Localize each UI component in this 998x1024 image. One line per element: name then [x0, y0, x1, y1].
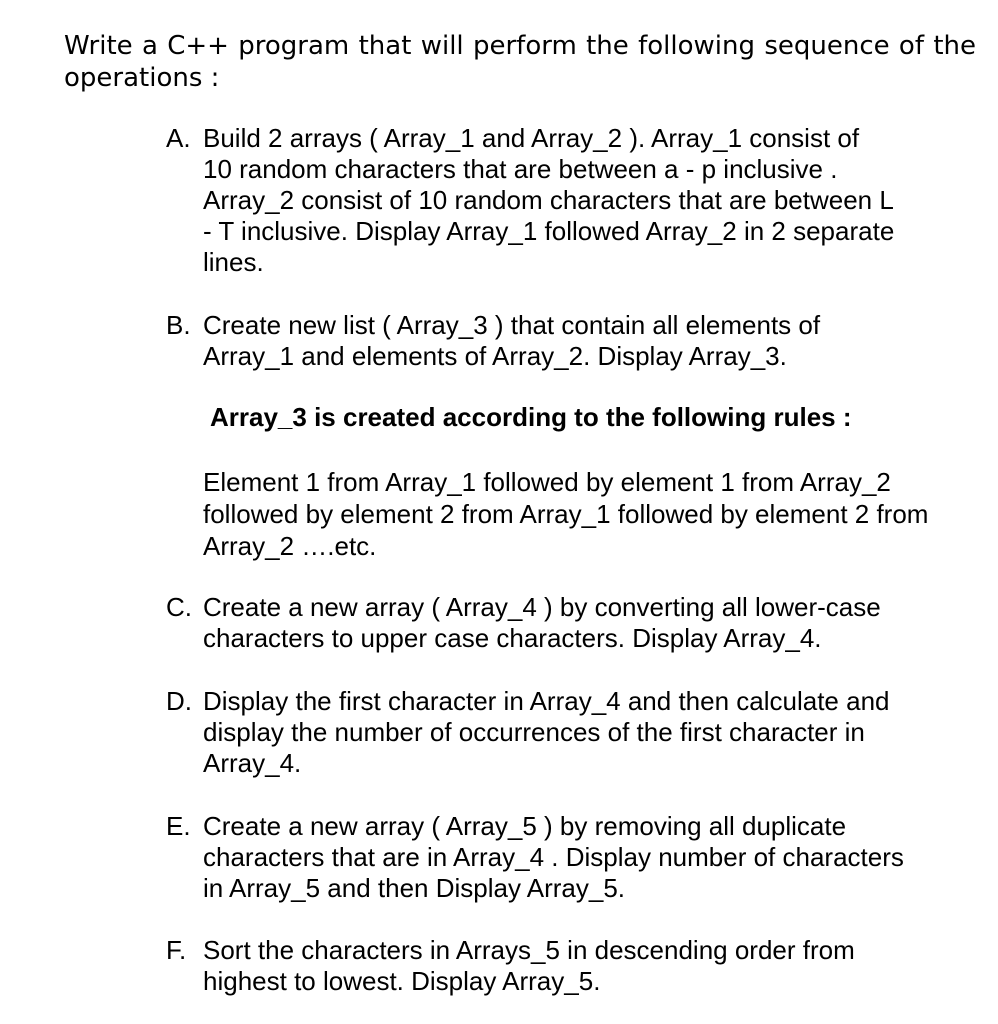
task-letter: C.	[166, 592, 192, 622]
task-item-f	[166, 935, 966, 997]
intro-line-1: Write a C++ program that will perform the following sequence of the	[64, 31, 976, 61]
task-item-e	[166, 811, 966, 904]
task-text: Create a new array ( Array_5 ) by removing all duplicate characters that are in Array_4 . Display number of characters in Array_5 and then Display Array_5.	[203, 811, 904, 903]
task-letter: D.	[166, 686, 192, 716]
task-text: Build 2 arrays ( Array_1 and Array_2 ). Array_1 consist of 10 random characters that are between a - p inclusive . Array_2 consist of 10 random characters that are between L - T inclusive. Display Array_1 followed Array_2 in 2 separate lines.	[203, 123, 895, 277]
task-item-a	[166, 123, 966, 278]
task-text: Sort the characters in Arrays_5 in descending order from highest to lowest. Display Array_5.	[203, 935, 855, 996]
task-item-d	[166, 686, 966, 779]
task-letter: A.	[166, 123, 191, 153]
task-text: Display the first character in Array_4 and then calculate and display the number of occurrences of the first character in Array_4.	[203, 686, 890, 778]
task-text: Create a new array ( Array_4 ) by converting all lower-case characters to upper case characters. Display Array_4.	[203, 592, 881, 653]
task-text: Create new list ( Array_3 ) that contain all elements of Array_1 and elements of Array_2. Display Array_3.	[203, 310, 821, 371]
task-item-b	[166, 310, 966, 372]
intro-paragraph	[64, 30, 976, 94]
task-item-c	[166, 592, 966, 654]
intro-line-2: operations :	[64, 63, 220, 93]
task-letter: E.	[166, 811, 191, 841]
rules-heading: Array_3 is created according to the following rules :	[210, 402, 852, 432]
task-letter: F.	[166, 935, 187, 965]
rules-text: Element 1 from Array_1 followed by element 1 from Array_2 followed by element 2 from Array_1 followed by element 2 from Array_2 ….etc.	[203, 467, 929, 561]
task-letter: B.	[166, 310, 191, 340]
